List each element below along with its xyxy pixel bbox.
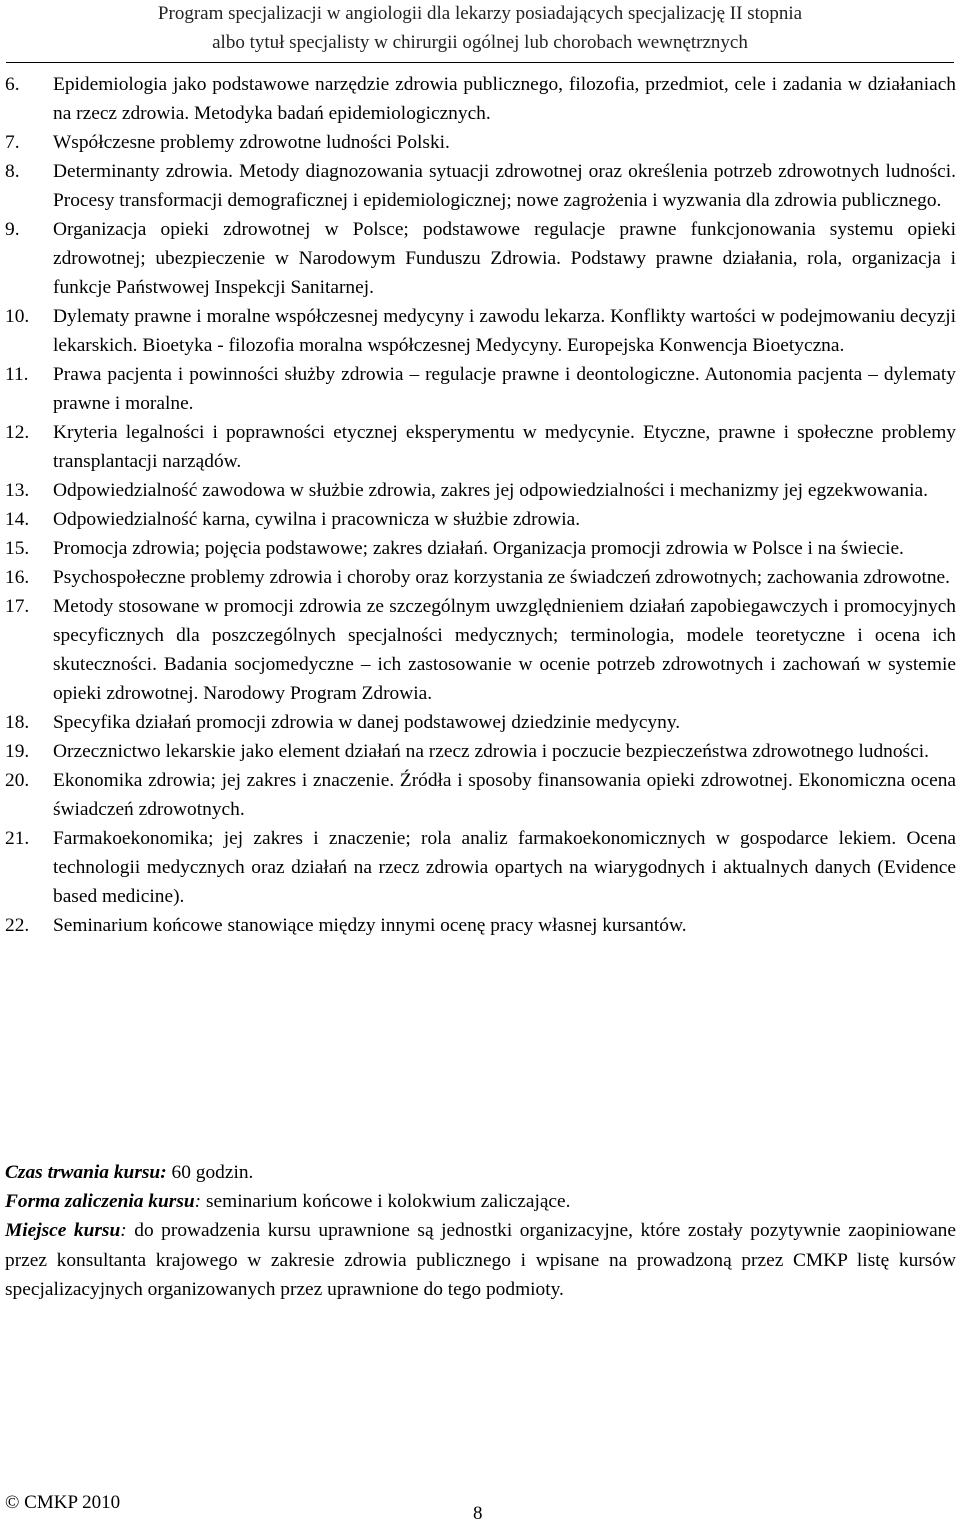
list-item	[5, 70, 956, 128]
list-item-text: Farmakoekonomika; jej zakres i znaczenie; rola analiz farmakoekonomicznych w gospodarce lekiem. Ocena technologii medycznych oraz działań na rzecz zdrowia opartych na wiarygodnych i aktualnych danych (Evidence based medicine).	[53, 828, 956, 907]
list-item-text: Seminarium końcowe stanowiące między innymi ocenę pracy własnej kursantów.	[53, 915, 687, 936]
list-item	[5, 418, 956, 476]
list-item-number: 22.	[5, 915, 30, 936]
list-item-number: 12.	[5, 422, 30, 443]
list-item-number: 17.	[5, 596, 30, 617]
list-item	[5, 737, 956, 766]
list-item	[5, 766, 956, 824]
list-item-text: Specyfika działań promocji zdrowia w danej podstawowej dziedzinie medycyny.	[53, 712, 681, 733]
list-item-text: Epidemiologia jako podstawowe narzędzie zdrowia publicznego, filozofia, przedmiot, cele i zadania w działaniach na rzecz zdrowia. Metodyka badań epidemiologicznych.	[53, 74, 956, 124]
list-item-number: 14.	[5, 509, 30, 530]
list-item-number: 11.	[5, 364, 29, 385]
list-item	[5, 505, 956, 534]
list-item-number: 20.	[5, 770, 30, 791]
list-item-text: Determinanty zdrowia. Metody diagnozowania sytuacji zdrowotnej oraz określenia potrzeb zdrowotnych ludności. Procesy transformacji demograficznej i epidemiologicznej; nowe zagrożenia i wyzwania dla zdrowia publicznego.	[53, 161, 956, 211]
list-item-number: 10.	[5, 306, 30, 327]
list-item-number: 19.	[5, 741, 30, 762]
place-label: Miejsce kursu	[5, 1220, 121, 1242]
list-item-text: Promocja zdrowia; pojęcia podstawowe; zakres działań. Organizacja promocji zdrowia w Polsce i na świecie.	[53, 538, 904, 559]
list-item-text: Odpowiedzialność karna, cywilna i pracownicza w służbie zdrowia.	[53, 509, 581, 530]
course-info	[5, 1158, 956, 1304]
place-colon: :	[120, 1220, 127, 1242]
form-value: seminarium końcowe i kolokwium zaliczające.	[201, 1191, 571, 1213]
list-item-text: Odpowiedzialność zawodowa w służbie zdrowia, zakres jej odpowiedzialności i mechanizmy jej egzekwowania.	[53, 480, 928, 501]
header-divider	[6, 62, 954, 63]
duration-value: 60 godzin.	[166, 1162, 254, 1183]
list-item	[5, 215, 956, 302]
list-item-number: 18.	[5, 712, 30, 733]
copyright-footer: © CMKP 2010	[5, 1492, 121, 1513]
list-item-text: Ekonomika zdrowia; jej zakres i znaczenie. Źródła i sposoby finansowania opieki zdrowotnej. Ekonomiczna ocena świadczeń zdrowotnych.	[53, 770, 956, 820]
list-item-text: Orzecznictwo lekarskie jako element działań na rzecz zdrowia i poczucie bezpieczeństwa zdrowotnego ludności.	[53, 741, 929, 762]
form-label: Forma zaliczenia kursu	[5, 1191, 195, 1213]
list-item-number: 9.	[5, 219, 20, 240]
place-value: do prowadzenia kursu uprawnione są jednostki organizacyjne, które zostały pozytywnie zaopiniowane przez konsultanta krajowego w zakresie zdrowia publicznego i wpisane na prowadzoną przez CMKP listę kursów specjalizacyjnych organizowanych przez uprawnione do tego podmioty.	[5, 1220, 956, 1300]
course-form	[5, 1187, 956, 1216]
list-item	[5, 302, 956, 360]
course-duration	[5, 1158, 956, 1187]
list-item-number: 7.	[5, 132, 20, 153]
header-title-line-1: Program specjalizacji w angiologii dla lekarzy posiadających specjalizację II stopnia	[157, 3, 803, 24]
list-item	[5, 824, 956, 911]
list-item	[5, 592, 956, 708]
list-item-text: Metody stosowane w promocji zdrowia ze szczególnym uwzględnieniem działań zapobiegawczych i promocyjnych specyficznych dla poszczególnych specjalności medycznych; terminologia, modele teoretyczne i ocena ich skuteczności. Badania socjomedyczne – ich zastosowanie w ocenie potrzeb zdrowotnych i zachowań w systemie opieki zdrowotnej. Narodowy Program Zdrowia.	[53, 596, 956, 704]
list-item-text: Prawa pacjenta i powinności służby zdrowia – regulacje prawne i deontologiczne. Autonomia pacjenta – dylematy prawne i moralne.	[53, 364, 956, 414]
list-item	[5, 534, 956, 563]
list-item	[5, 708, 956, 737]
list-item	[5, 476, 956, 505]
list-item-number: 8.	[5, 161, 20, 182]
list-item	[5, 360, 956, 418]
list-item	[5, 911, 956, 940]
page-number: 8	[473, 1503, 483, 1524]
list-item-text: Dylematy prawne i moralne współczesnej medycyny i zawodu lekarza. Konflikty wartości w podejmowaniu decyzji lekarskich. Bioetyka - filozofia moralna współczesnej Medycyny. Europejska Konwencja Bioetyczna.	[53, 306, 956, 356]
header-title-line-2: albo tytuł specjalisty w chirurgii ogólnej lub chorobach wewnętrznych	[212, 32, 748, 53]
page-header	[0, 0, 960, 57]
list-item-number: 6.	[5, 74, 20, 95]
list-item-number: 16.	[5, 567, 30, 588]
list-item	[5, 128, 956, 157]
form-colon: :	[194, 1191, 202, 1213]
list-item-number: 21.	[5, 828, 30, 849]
list-item	[5, 157, 956, 215]
list-item-text: Psychospołeczne problemy zdrowia i choroby oraz korzystania ze świadczeń zdrowotnych; zachowania zdrowotne.	[53, 567, 951, 588]
course-place	[5, 1216, 956, 1304]
list-item-text: Organizacja opieki zdrowotnej w Polsce; podstawowe regulacje prawne funkcjonowania systemu opieki zdrowotnej; ubezpieczenie w Narodowym Funduszu Zdrowia. Podstawy prawne działania, rola, organizacja i funkcje Państwowej Inspekcji Sanitarnej.	[53, 219, 956, 298]
list-item-text: Kryteria legalności i poprawności etycznej eksperymentu w medycynie. Etyczne, prawne i społeczne problemy transplantacji narządów.	[53, 422, 956, 472]
list-item-text: Współczesne problemy zdrowotne ludności Polski.	[53, 132, 450, 153]
duration-label: Czas trwania kursu:	[5, 1162, 167, 1183]
list-item	[5, 563, 956, 592]
list-item-number: 15.	[5, 538, 30, 559]
list-item-number: 13.	[5, 480, 30, 501]
topic-list	[5, 70, 956, 940]
